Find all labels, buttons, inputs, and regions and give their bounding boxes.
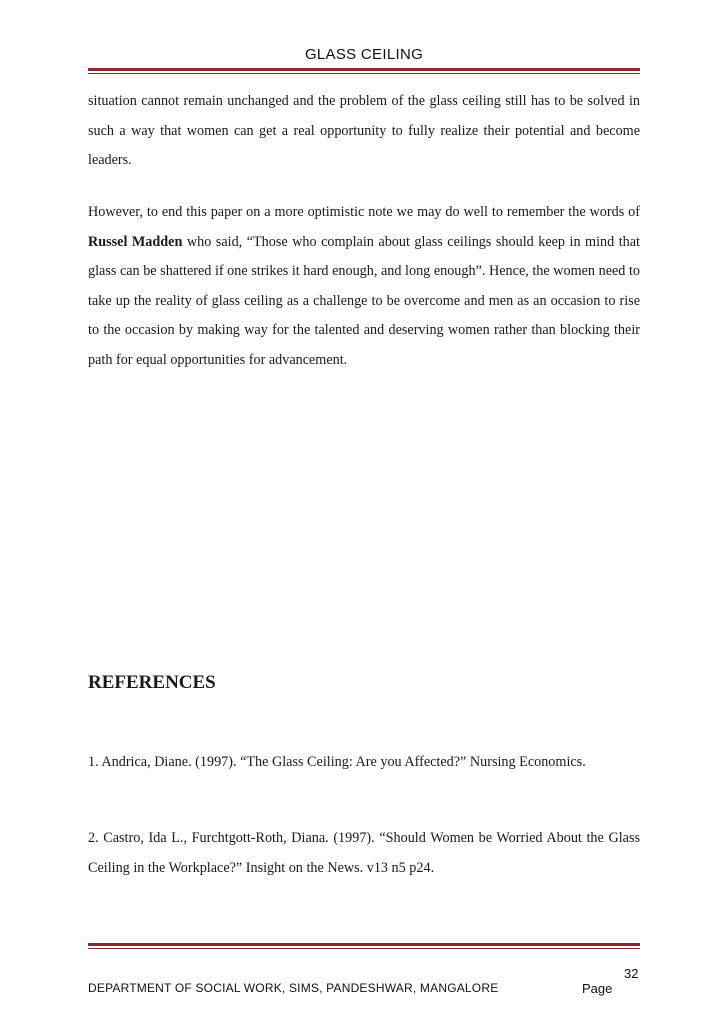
footer-department: DEPARTMENT OF SOCIAL WORK, SIMS, PANDESHWAR, MANGALORE (88, 981, 499, 995)
author-name: Russel Madden (88, 233, 183, 250)
footer-page-label: Page (582, 981, 613, 996)
header-rule-thick (88, 68, 640, 71)
paragraph-2-before: However, to end this paper on a more optimistic note we may do well to remember the words of (88, 204, 640, 220)
paragraph-2-after: who said, “Those who complain about glass ceilings should keep in mind that glass can be shattered if one strikes it hard enough, and long enough”. Hence, the women need to take up the reality of glass ceiling as a challenge to be overcome and men as an occasion to rise to the occasion by making way for the talented and deserving women rather than blocking their path for equal opportunities for advancement. (88, 233, 640, 368)
header-rule-thin (88, 73, 640, 74)
reference-item-2: 2. Castro, Ida L., Furchtgott-Roth, Diana. (1997). “Should Women be Worried About the Glass Ceiling in the Workplace?” Insight on the News. v13 n5 p24. (88, 830, 640, 876)
references-heading: REFERENCES (88, 672, 216, 693)
footer-rule-thick (88, 943, 640, 946)
footer-rule-thin (88, 948, 640, 949)
body-paragraph-1: situation cannot remain unchanged and the problem of the glass ceiling still has to be solved in such a way that women can get a real opportunity to fully realize their potential and become leaders. (88, 93, 640, 168)
reference-item-1: 1. Andrica, Diane. (1997). “The Glass Ceiling: Are you Affected?” Nursing Economics. (88, 754, 586, 770)
footer-page-number: 32 (624, 966, 639, 981)
page-header-title: GLASS CEILING (304, 46, 424, 63)
body-paragraph-2 (88, 198, 640, 375)
